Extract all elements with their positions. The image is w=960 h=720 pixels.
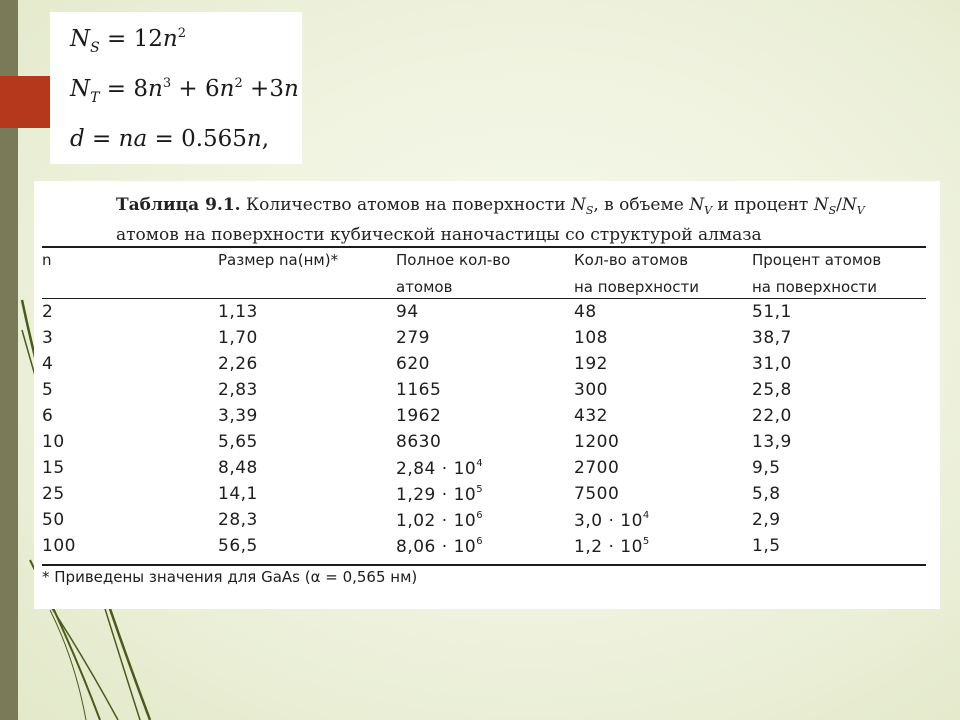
table-footnote: * Приведены значения для GaAs (α = 0,565 нм) [42,568,418,586]
formula-variable: N [70,26,91,52]
caption-nv: N [689,195,705,215]
caption-ratio-a: N [813,195,829,215]
formula-term: na [118,126,148,152]
cell-total-atoms: 279 [396,328,430,348]
formula-ns [70,26,186,56]
cell-total-atoms [396,536,483,557]
cell-mantissa: 8,06 · 10 [396,537,477,557]
cell-size: 3,39 [218,406,258,426]
cell-exponent: 5 [642,536,650,547]
cell-surface-atoms: 108 [574,328,608,348]
cell-exponent: 4 [642,510,650,521]
formula-exponent: 2 [234,76,243,91]
formula-exponent: 3 [162,76,172,91]
cell-surface-percent: 2,9 [752,510,781,530]
table-card [34,181,940,609]
cell-exponent: 4 [476,458,484,469]
cell-surface-atoms: 1200 [574,432,620,452]
caption-nv-sub: V [704,204,713,217]
cell-total-atoms: 1165 [396,380,442,400]
cell-size: 14,1 [218,484,258,504]
cell-surface-percent: 38,7 [752,328,792,348]
cell-mantissa: 1,2 · 10 [574,537,643,557]
cell-surface-percent: 51,1 [752,302,792,322]
formula-nt [70,76,299,106]
formula-card [50,12,302,164]
cell-mantissa: 2,84 · 10 [396,459,477,479]
cell-mantissa: 1,02 · 10 [396,511,477,531]
caption-ratio-a-sub: S [828,204,837,217]
cell-n: 4 [42,354,54,374]
cell-size: 56,5 [218,536,258,556]
formula-variable: N [70,76,91,102]
cell-surface-percent: 9,5 [752,458,781,478]
cell-n: 15 [42,458,65,478]
cell-surface-atoms: 48 [574,302,597,322]
cell-size: 1,13 [218,302,258,322]
cell-n: 2 [42,302,54,322]
cell-total-atoms: 8630 [396,432,442,452]
formula-term: = 0.565 [147,126,247,152]
header-bottom-rule [42,298,926,299]
cell-size: 1,70 [218,328,258,348]
formula-term: = [84,126,119,152]
cell-total-atoms: 620 [396,354,430,374]
caption-text: Количество атомов на поверхности [240,195,571,215]
cell-surface-atoms: 300 [574,380,608,400]
cell-surface-atoms: 192 [574,354,608,374]
cell-size: 2,83 [218,380,258,400]
cell-total-atoms: 1962 [396,406,442,426]
formula-subscript: S [90,40,100,56]
caption-ns-sub: S [585,204,594,217]
formula-subscript: T [90,90,100,106]
table-caption [116,193,936,248]
caption-line-1 [116,193,936,223]
cell-exponent: 5 [476,484,484,495]
cell-n: 6 [42,406,54,426]
cell-exponent: 6 [476,510,484,521]
cell-surface-percent: 31,0 [752,354,792,374]
formula-term: n [148,76,163,102]
cell-surface-atoms: 432 [574,406,608,426]
cell-total-atoms [396,510,483,531]
cell-surface-percent: 25,8 [752,380,792,400]
caption-text: , в объеме [593,195,690,215]
column-header-total-atoms: атомов [396,278,453,296]
column-header-total-atoms: Полное кол-во [396,251,511,269]
cell-surface-percent: 1,5 [752,536,781,556]
cell-n: 5 [42,380,54,400]
caption-text: и процент [712,195,814,215]
caption-ratio-b: N [841,195,857,215]
column-header-surface-atoms: Кол-во атомов [574,251,689,269]
formula-term: +3 [242,76,284,102]
cell-n: 100 [42,536,76,556]
caption-label: Таблица 9.1. [116,195,241,215]
formula-term: = 8 [99,76,148,102]
column-header-surface-percent: Процент атомов [752,251,882,269]
column-header-surface-atoms: на поверхности [574,278,699,296]
cell-size: 8,48 [218,458,258,478]
column-header-n: n [42,251,52,269]
caption-ratio-b-sub: V [856,204,865,217]
formula-term: n [219,76,235,102]
formula-term: , [261,126,270,152]
cell-total-atoms: 94 [396,302,419,322]
cell-mantissa: 3,0 · 10 [574,511,643,531]
formula-exponent: 2 [177,26,186,41]
cell-size: 5,65 [218,432,258,452]
table-bottom-rule [42,564,926,566]
cell-size: 2,26 [218,354,258,374]
formula-term: n [246,126,262,152]
cell-surface-atoms [574,536,650,557]
formula-term: = 12 [99,26,163,52]
formula-d [70,126,269,152]
table-top-rule [42,246,926,248]
cell-exponent: 6 [476,536,484,547]
formula-variable: d [70,126,85,152]
caption-line-2: атомов на поверхности кубической наночастицы со структурой алмаза [116,225,762,245]
cell-n: 3 [42,328,54,348]
cell-surface-percent: 13,9 [752,432,792,452]
cell-surface-atoms [574,510,650,531]
caption-ratio-sep: / [836,195,842,215]
cell-mantissa: 1,29 · 10 [396,485,477,505]
cell-n: 50 [42,510,65,530]
cell-n: 10 [42,432,65,452]
cell-surface-atoms: 2700 [574,458,620,478]
cell-size: 28,3 [218,510,258,530]
cell-surface-percent: 5,8 [752,484,781,504]
formula-term: n [162,26,178,52]
column-header-surface-percent: на поверхности [752,278,877,296]
formula-term: + 6 [171,76,220,102]
column-header-size: Размер na(нм)* [218,251,339,269]
caption-ns: N [570,195,586,215]
cell-total-atoms [396,484,483,505]
formula-term: n [283,76,299,102]
cell-surface-percent: 22,0 [752,406,792,426]
cell-n: 25 [42,484,65,504]
cell-total-atoms [396,458,483,479]
cell-surface-atoms: 7500 [574,484,620,504]
